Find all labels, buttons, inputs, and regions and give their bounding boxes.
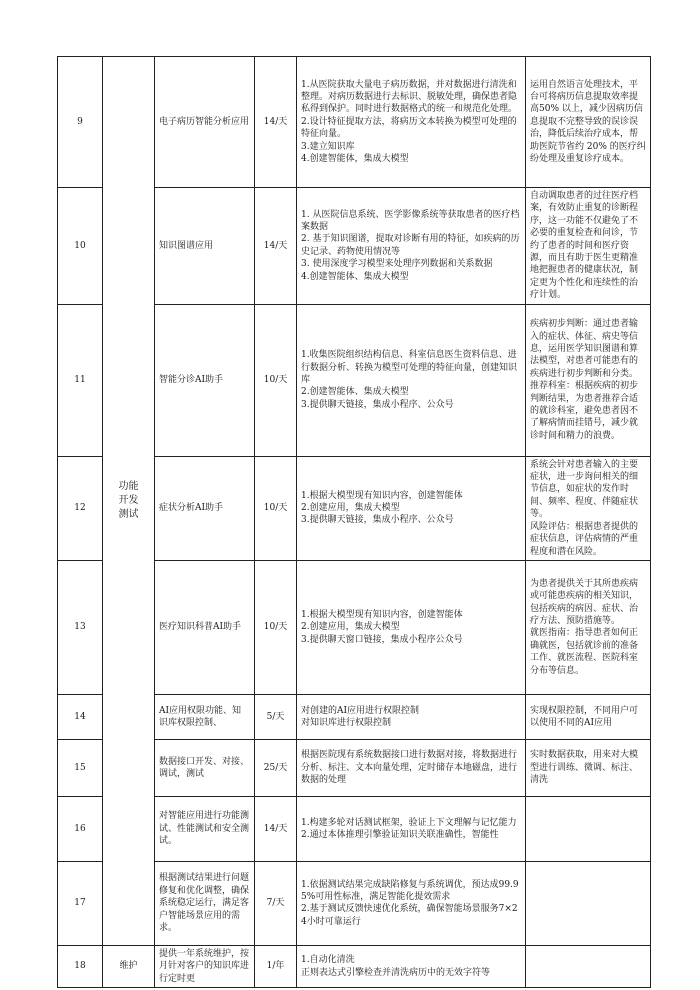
item-value [526,945,651,987]
row-number: 16 [58,796,103,861]
item-value [526,796,651,861]
table-row [58,57,651,188]
item-value [526,861,651,945]
row-number: 12 [58,456,103,560]
table-row [58,945,651,987]
item-period: 7/天 [255,861,297,945]
item-name: 提供一年系统维护，按月针对客户的知识库进行定时更 [155,945,255,987]
item-content: 对创建的AI应用进行权限控制 对知识库进行权限控制 [297,694,526,739]
item-content: 1.收集医院组织结构信息、科室信息医生资料信息、进行数据分析、转换为模型可处理的特征向量，创建知识库 2.创建智能体、集成大模型 3.提供聊天链接，集成小程序、公众号 [297,304,526,456]
item-name: 知识图谱应用 [155,188,255,305]
item-period: 25/天 [255,739,297,796]
item-content: 1.构建多轮对话测试框架，验证上下文理解与记忆能力 2.通过本体推理引擎验证知识关联准确性，智能性 [297,796,526,861]
item-value: 系统会针对患者输入的主要症状，进一步询问相关的细节信息，如症状的发作时间、频率、程度、伴随症状等。 风险评估：根据患者提供的症状信息，评估病情的严重程度和潜在风险。 [526,456,651,560]
category-cell [103,57,155,946]
row-number: 15 [58,739,103,796]
row-number: 10 [58,188,103,305]
item-period: 5/天 [255,694,297,739]
item-value: 实时数据获取，用来对大模型进行训练、微调、标注、清洗 [526,739,651,796]
project-table [57,56,651,988]
item-name: 智能分诊AI助手 [155,304,255,456]
item-name: AI应用权限功能、知识库权限控制、 [155,694,255,739]
row-number: 18 [58,945,103,987]
item-content: 1.根据大模型现有知识内容，创建智能体 2.创建应用，集成大模型 3.提供聊天链接，集成小程序、公众号 [297,456,526,560]
category-label: 功能 开发 测试 [118,480,139,520]
item-content: 1.自动化清洗 正则表达式引擎检查并清洗病历中的无效字符等 [297,945,526,987]
item-period: 14/天 [255,188,297,305]
item-period: 14/天 [255,796,297,861]
row-number: 13 [58,560,103,694]
item-value: 自动调取患者的过往医疗档案，有效防止重复的诊断程序，这一功能不仅避免了不必要的重复检查和问诊，节约了患者的时间和医疗资源，而且有助于医生更精准地把握患者的健康状况，制定更为个性化和连续性的治疗计划。 [526,188,651,305]
item-name: 医疗知识科普AI助手 [155,560,255,694]
row-number: 17 [58,861,103,945]
category-cell-maint: 维护 [103,945,155,987]
item-content: 1.依据测试结果完成缺陷修复与系统调优，预达成99.95%可用性标准，满足智能化提效需求 2.基于测试反馈快速优化系统，确保智能场景服务7×24小时可靠运行 [297,861,526,945]
item-content: 1.根据大模型现有知识内容，创建智能体 2.创建应用，集成大模型 3.提供聊天窗口链接，集成小程序公众号 [297,560,526,694]
item-content: 1. 从医院信息系统、医学影像系统等获取患者的医疗档案数据 2. 基于知识图谱，提取对诊断有用的特征，如疾病的历史记录、药物使用情况等 3. 使用深度学习模型来处理序列数据和关系数据 4.创建智能体、集成大模型 [297,188,526,305]
item-name: 电子病历智能分析应用 [155,57,255,188]
item-name: 根据测试结果进行问题修复和优化调整，确保系统稳定运行，满足客户智能场景应用的需求。 [155,861,255,945]
row-number: 9 [58,57,103,188]
item-value: 疾病初步判断：通过患者输入的症状、体征、病史等信息，运用医学知识图谱和算法模型，对患者可能患有的疾病进行初步判断和分类。 推荐科室：根据疾病的初步判断结果，为患者推荐合适的就诊科室，避免患者因不了解病情而挂错号，减少就诊时间和精力的浪费。 [526,304,651,456]
item-period: 10/天 [255,560,297,694]
item-period: 10/天 [255,304,297,456]
item-period: 10/天 [255,456,297,560]
item-value: 为患者提供关于其所患疾病或可能患疾病的相关知识，包括疾病的病因、症状、治疗方法、预防措施等。 就医指南：指导患者如何正确就医，包括就诊前的准备工作、就医流程、医院科室分布等信息。 [526,560,651,694]
item-name: 对智能应用进行功能测试、性能测试和安全测试。 [155,796,255,861]
item-value: 实现权限控制，不同用户可以使用不同的AI应用 [526,694,651,739]
item-name: 症状分析AI助手 [155,456,255,560]
item-content: 根据医院现有系统数据接口进行数据对接，将数据进行分析、标注、文本向量处理，定时储存本地磁盘，进行数据的处理 [297,739,526,796]
item-period: 1/年 [255,945,297,987]
item-period: 14/天 [255,57,297,188]
item-name: 数据接口开发、对接、调试，测试 [155,739,255,796]
item-value: 运用自然语言处理技术，平台可将病历信息提取效率提高50% 以上，减少因病历信息提取不完整导致的误诊误治，降低后续治疗成本，帮助医院节省约 20% 的医疗纠纷处理及重复诊疗成本。 [526,57,651,188]
row-number: 11 [58,304,103,456]
item-content: 1.从医院获取大量电子病历数据，并对数据进行清洗和整理。对病历数据进行去标识、脱敏处理，确保患者隐私得到保护。同时进行数据格式的统一和规范化处理。 2.设计特征提取方法，将病历文本转换为模型可处理的特征向量。 3.建立知识库 4.创建智能体，集成大模型 [297,57,526,188]
row-number: 14 [58,694,103,739]
